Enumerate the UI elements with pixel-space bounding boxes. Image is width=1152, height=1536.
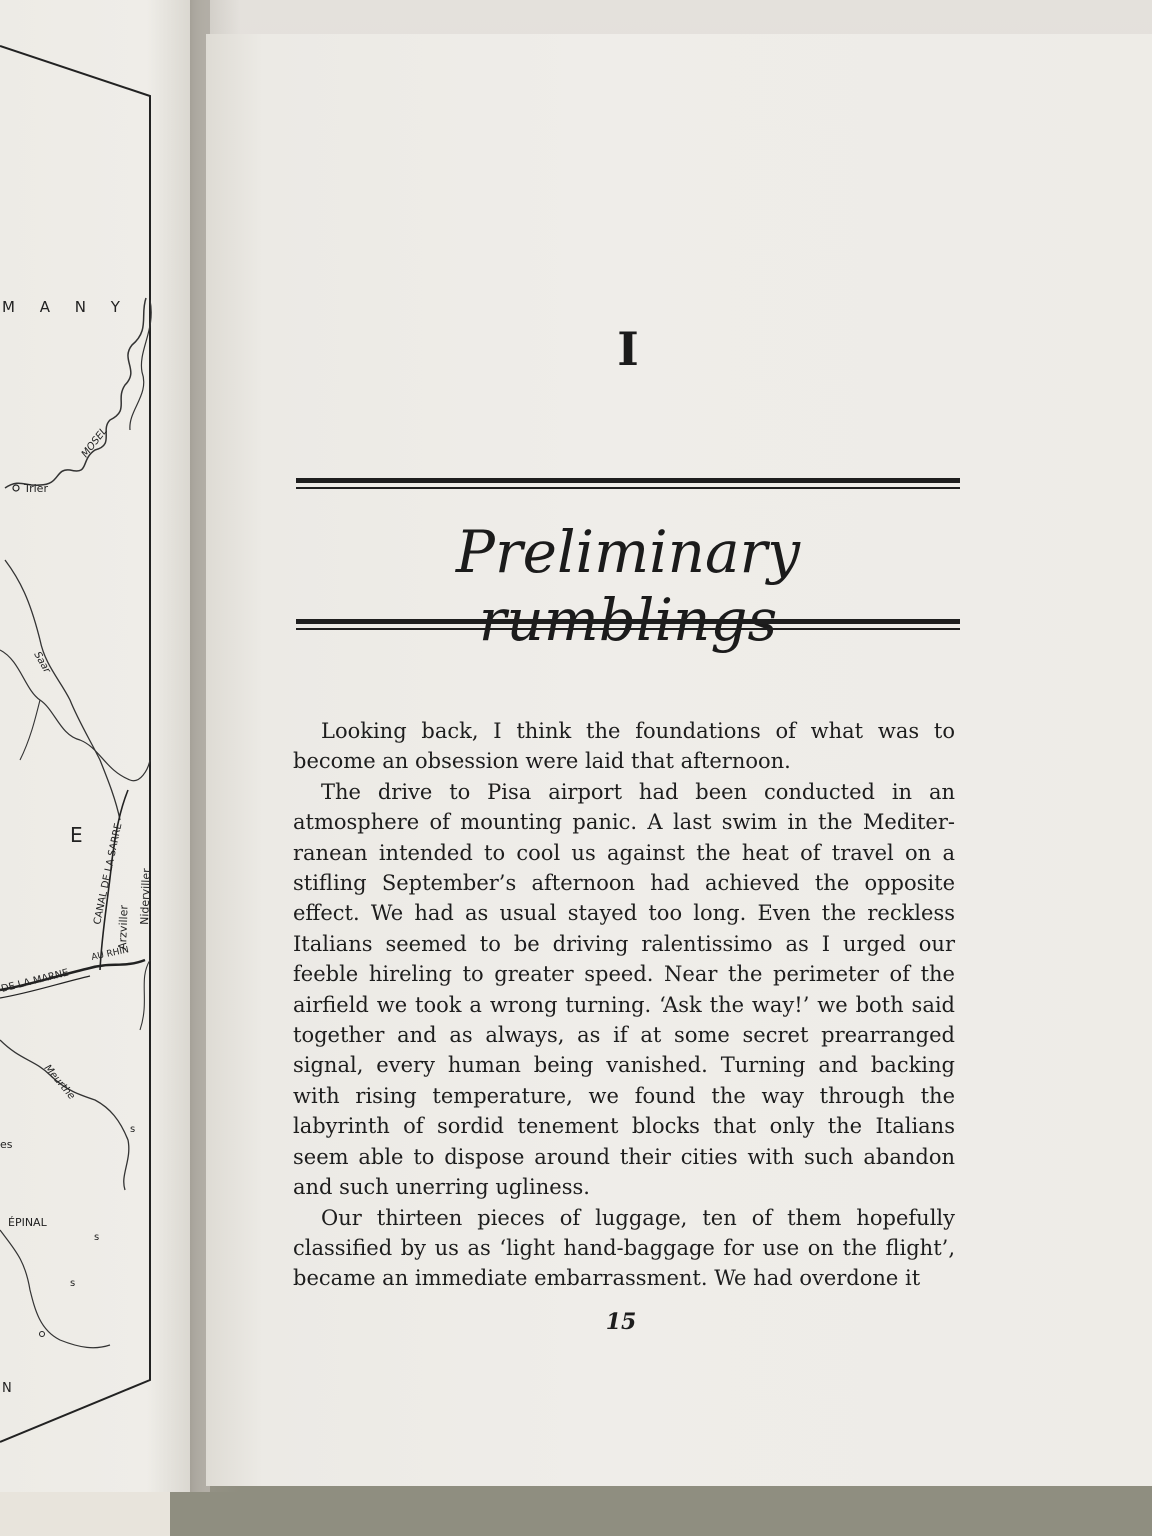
- city-marker-trier: [13, 485, 19, 491]
- chapter-title: Preliminary: [455, 518, 801, 586]
- map-label-symbol-s2: s: [94, 1232, 100, 1243]
- map-label-city-trier: Trier: [24, 482, 48, 495]
- top-rule-thin: [296, 487, 960, 489]
- river-branch-b: [20, 700, 40, 760]
- river-saar: [5, 560, 120, 820]
- river-moselle-2: [130, 300, 151, 430]
- chapter-number: I: [617, 322, 639, 376]
- paragraph-3: Our thirteen pieces of luggage, ten of them hopefully classified by us as ‘light hand-baggage for use on the flight’, became an immediate embarrassment. We had overdone it: [293, 1205, 955, 1291]
- map-label-river-saar: Saar: [31, 650, 53, 676]
- map-label-region: E: [70, 823, 83, 847]
- river-meurthe: [0, 1040, 129, 1190]
- bottom-rule-thin: [296, 628, 960, 630]
- river-moselle: [5, 298, 146, 488]
- map-label-edge-n: N: [2, 1381, 12, 1396]
- paragraph-1: Looking back, I think the foundations of what was to become an obsession were laid that afternoon.: [293, 719, 955, 774]
- map-label-city-epinal: ÉPINAL: [8, 1216, 47, 1229]
- map-label-edge-letters: es: [0, 1138, 13, 1151]
- map-illustration: [0, 0, 210, 1492]
- map-label-canal-rhin: AU RHIN: [90, 945, 130, 963]
- border-east: [140, 960, 150, 1030]
- map-label-river-moselle: MOSEL: [79, 425, 110, 460]
- bottom-rule-thick: [296, 619, 960, 624]
- top-rule-thick: [296, 478, 960, 483]
- book-cover-edge: [170, 1480, 1152, 1536]
- map-label-symbol-s3: s: [70, 1278, 76, 1289]
- river-branch-a: [0, 650, 150, 781]
- map-label-river-meurthe: Meurthe: [41, 1062, 77, 1102]
- body-text: [293, 716, 955, 1294]
- map-marker-dot: [40, 1332, 45, 1337]
- map-label-canal-sarre: CANAL DE LA SARRE: [92, 822, 125, 926]
- map-frame: [0, 46, 150, 1442]
- map-label-niderviller: Niderviller: [138, 868, 153, 926]
- map-label-canal-marne: DE LA MARNE: [0, 967, 70, 995]
- paragraph-2: The drive to Pisa airport had been conducted in an atmosphere of mounting panic. A last swim in the Mediter-ranean intended to cool us against the heat of travel on a stifling September’s afternoon had achieved the opposite effect. We had as usual stayed too long. Even the reckless Italians seemed to be driving ralentissimo as I urged our feeble hireling to greater speed. Near the perimeter of the airfield we took a wrong turning. ‘Ask the way!’ we both said together and as always, as if at some secret prearranged signal, every human being vanished. Turning and backing with rising temperature, we found the way through the labyrinth of sordid tenement blocks that only the Italians seem able to dispose around their cities with such abandon and such unerring ugliness.: [293, 779, 955, 1200]
- map-label-symbol-s1: s: [130, 1124, 136, 1135]
- map-label-country: M A N Y: [2, 298, 130, 316]
- page-number: 15: [605, 1309, 637, 1335]
- map-label-arzviller: Arzviller: [116, 904, 131, 951]
- left-page-map: [0, 0, 210, 1492]
- river-epinal: [0, 1230, 110, 1348]
